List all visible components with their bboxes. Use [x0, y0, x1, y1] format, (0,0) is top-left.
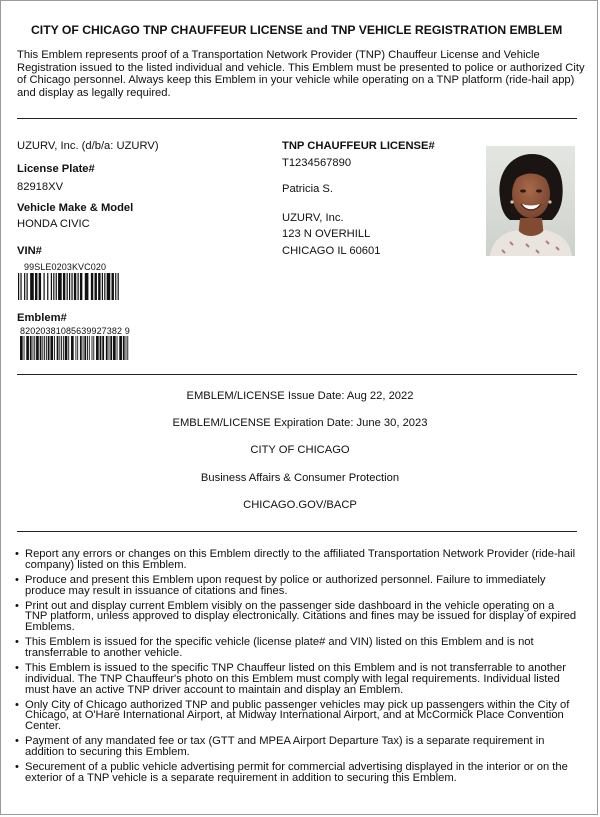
barcode-bar: [78, 273, 79, 300]
portrait-image: [486, 146, 575, 256]
barcode-bar: [44, 336, 45, 360]
note-item: • This Emblem is issued to the specific TNP Chauffeur listed on this Emblem and is not transferrable to another individual. The TNP Chauffeur's photo on this Emblem must comply with legal requirements. Individual listed must have an active TNP driver account to maintain and display an Emblem.: [15, 663, 577, 695]
note-item: • Produce and present this Emblem upon request by police or authorized personnel. Failure to immediately produce may result in issuance of citations and fines.: [15, 575, 577, 597]
barcode-bar: [35, 273, 37, 300]
license-plate-label: License Plate#: [17, 163, 95, 175]
chauffeur-name: Patricia S.: [282, 183, 333, 195]
barcode-bar: [39, 273, 41, 300]
emblem-barcode: [20, 336, 130, 360]
vin-label: VIN#: [17, 245, 42, 257]
vehicle-make-value: HONDA CIVIC: [17, 218, 90, 230]
vehicle-company: UZURV, Inc. (d/b/a: UZURV): [17, 140, 159, 152]
barcode-bar: [30, 273, 34, 300]
document-title: CITY OF CHICAGO TNP CHAUFFEUR LICENSE and TNP VEHICLE REGISTRATION EMBLEM: [31, 23, 563, 37]
barcode-bar: [47, 273, 48, 300]
barcode-bar: [56, 273, 57, 300]
barcode-bar: [36, 336, 39, 360]
chauffeur-address-line1: 123 N OVERHILL: [282, 228, 371, 240]
barcode-bar: [26, 336, 29, 360]
barcode-bar: [46, 336, 47, 360]
barcode-bar: [98, 273, 100, 300]
barcode-bar: [102, 336, 104, 360]
barcode-bar: [63, 336, 64, 360]
emblem-label: Emblem#: [17, 312, 67, 324]
barcode-bar: [92, 336, 93, 360]
expiration-date: EMBLEM/LICENSE Expiration Date: June 30, 2023: [172, 417, 428, 429]
barcode-bar: [112, 273, 114, 300]
issuer-website: CHICAGO.GOV/BACP: [243, 499, 357, 511]
chauffeur-address-line2: CHICAGO IL 60601: [282, 245, 381, 257]
barcode-bar: [59, 336, 60, 360]
divider-bottom: [17, 531, 577, 532]
barcode-bar: [42, 336, 43, 360]
license-plate-value: 82918XV: [17, 181, 64, 193]
barcode-bar: [48, 336, 50, 360]
barcode-bar: [58, 273, 62, 300]
barcode-bar: [80, 336, 82, 360]
issue-date: EMBLEM/LICENSE Issue Date: Aug 22, 2022: [186, 390, 414, 402]
barcode-bar: [53, 273, 54, 300]
chauffeur-license-number: T1234567890: [282, 157, 352, 169]
barcode-bar: [24, 273, 25, 300]
barcode-bar: [18, 273, 19, 300]
barcode-bar: [33, 336, 34, 360]
barcode-bar: [115, 273, 116, 300]
barcode-bar: [104, 273, 105, 300]
barcode-bar: [50, 336, 53, 360]
issuer-department: Business Affairs & Consumer Protection: [200, 472, 400, 484]
note-item: • Only City of Chicago authorized TNP and public passenger vehicles may pick up passengers within the City of Chicago, at O'Hare International Airport, at Midway International Airport, and at McCormick Place Convention Center.: [15, 700, 577, 732]
barcode-bar: [65, 336, 68, 360]
emblem-number: 82020381085639927382 9: [20, 326, 130, 336]
chauffeur-photo: [486, 146, 575, 256]
notes-list: [15, 549, 577, 788]
barcode-bar: [119, 336, 122, 360]
barcode-bar: [80, 273, 82, 300]
note-item: • Payment of any mandated fee or tax (GTT and MPEA Airport Departure Tax) is a separate requirement in addition to securing this Emblem.: [15, 736, 577, 758]
barcode-bar: [67, 273, 68, 300]
barcode-bar: [57, 336, 59, 360]
barcode-bar: [89, 336, 90, 360]
barcode-bar: [34, 336, 35, 360]
barcode-bar: [85, 273, 89, 300]
barcode-bar: [93, 336, 94, 360]
barcode-bar: [24, 336, 25, 360]
barcode-bar: [77, 336, 78, 360]
barcode-bar: [118, 273, 119, 300]
vehicle-make-label: Vehicle Make & Model: [17, 202, 134, 214]
intro-paragraph: This Emblem represents proof of a Transportation Network Provider (TNP) Chauffeur License and Vehicle Registration issued to the listed individual and vehicle. This Emblem must be presented to police or authorized City of Chicago personnel. Always keep this Emblem in your vehicle while operating on a TNP platform (ride-hail app) and display as legally required.: [17, 49, 585, 99]
note-item: • Securement of a public vehicle advertising permit for commercial advertising displayed in the interior or on the exterior of a TNP vehicle is a separate requirement in addition to securing this Emblem.: [15, 762, 577, 784]
divider-middle: [17, 374, 577, 375]
divider-top: [17, 118, 577, 119]
barcode-bar: [84, 336, 86, 360]
barcode-bar: [51, 273, 52, 300]
vin-value: 99SLE0203KVC020: [24, 262, 107, 272]
barcode-bar: [71, 273, 72, 300]
barcode-bar: [27, 273, 28, 300]
barcode-bar: [63, 273, 65, 300]
barcode-bar: [113, 336, 116, 360]
note-item: • This Emblem is issued for the specific vehicle (license plate# and VIN) listed on this Emblem and is not transferrable to another vehicle.: [15, 637, 577, 659]
issuer-city: CITY OF CHICAGO: [250, 444, 350, 456]
barcode-bar: [75, 336, 76, 360]
note-item: • Print out and display current Emblem visibly on the passenger side dashboard in the vehicle operating on a TNP platform, unless approved to display electronically. Citations and fines may be issued for display of expired Emblems.: [15, 601, 577, 633]
barcode-bar: [123, 336, 125, 360]
barcode-bar: [107, 273, 111, 300]
barcode-bar: [106, 336, 108, 360]
barcode-bar: [95, 273, 97, 300]
barcode-bar: [83, 336, 84, 360]
barcode-bar: [100, 336, 102, 360]
note-item: • Report any errors or changes on this Emblem directly to the affiliated Transportation Network Provider (ride-hail company) listed on this Emblem.: [15, 549, 577, 571]
barcode-bar: [126, 336, 127, 360]
chauffeur-license-label: TNP CHAUFFEUR LICENSE#: [282, 140, 435, 152]
barcode-bar: [44, 273, 45, 300]
barcode-bar: [91, 273, 93, 300]
chauffeur-company: UZURV, Inc.: [282, 212, 344, 224]
barcode-bar: [109, 336, 110, 360]
barcode-bar: [110, 336, 112, 360]
barcode-bar: [69, 273, 70, 300]
barcode-bar: [54, 336, 55, 360]
barcode-bar: [30, 336, 32, 360]
barcode-bar: [68, 336, 69, 360]
barcode-bar: [127, 336, 128, 360]
barcode-bar: [117, 336, 118, 360]
barcode-bar: [74, 273, 76, 300]
barcode-bar: [102, 273, 103, 300]
barcode-bar: [71, 336, 74, 360]
vin-barcode: [18, 273, 120, 300]
barcode-bar: [61, 336, 62, 360]
barcode-bar: [40, 336, 42, 360]
barcode-bar: [87, 336, 88, 360]
barcode-bar: [96, 336, 99, 360]
barcode-bar: [20, 336, 23, 360]
barcode-bar: [20, 273, 21, 300]
